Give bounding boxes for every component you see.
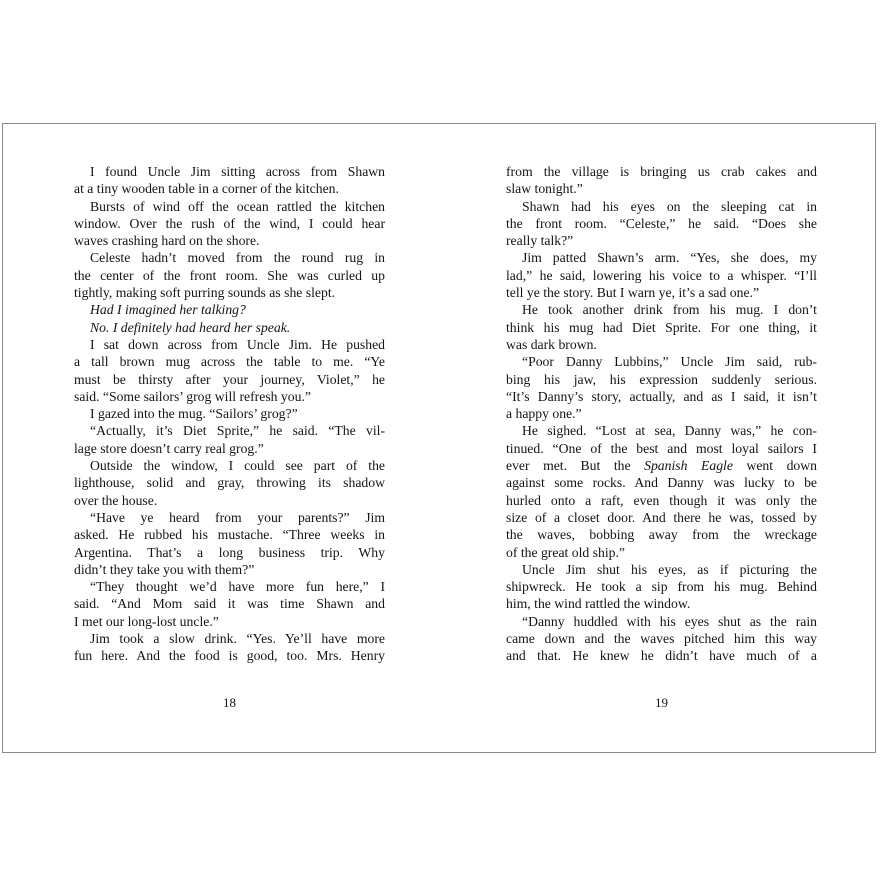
text-line: Shawn had his eyes on the sleeping cat in xyxy=(522,198,817,214)
text-line: the waves, bobbing away from the wreckage xyxy=(506,527,817,543)
text-line: was dark brown. xyxy=(506,336,597,352)
text-line: against some rocks. And Danny was lucky to be xyxy=(506,475,817,491)
text-line: him, the wind rattled the window. xyxy=(506,596,691,612)
text-line: at a tiny wooden table in a corner of the kitchen. xyxy=(74,181,339,197)
text-line: “Poor Danny Lubbins,” Uncle Jim said, rub- xyxy=(522,354,817,370)
text-line: I sat down across from Uncle Jim. He pushed xyxy=(90,336,385,352)
text-line: Outside the window, I could see part of the xyxy=(90,458,385,474)
text-line: I met our long-lost uncle.” xyxy=(74,613,219,629)
text-line: “Danny huddled with his eyes shut as the rain xyxy=(522,613,817,629)
text-line: I found Uncle Jim sitting across from Shawn xyxy=(90,164,385,179)
text-line: size of a closet door. And there he was, tossed by xyxy=(506,509,817,525)
text-line: the front room. “Celeste,” he said. “Does she xyxy=(506,215,817,231)
text-line: Jim patted Shawn’s arm. “Yes, she does, my xyxy=(522,250,817,266)
text-line: tell ye the story. But I warn ye, it’s a sad one.” xyxy=(506,285,760,301)
text-line: window. Over the rush of the wind, I could hear xyxy=(74,215,385,231)
page-number: 19 xyxy=(655,695,668,710)
text-line: from the village is bringing us crab cakes and xyxy=(506,164,817,179)
text-line: slaw tonight.” xyxy=(506,181,583,197)
text-line: tightly, making soft purring sounds as she slept. xyxy=(74,285,336,301)
text-line: ever met. But the Spanish Eagle went down xyxy=(506,458,817,474)
text-line: said. “Some sailors’ grog will refresh you.” xyxy=(74,388,311,404)
text-line: fun here. And the food is good, too. Mrs. Henry xyxy=(74,648,385,664)
text-line: Jim took a slow drink. “Yes. Ye’ll have more xyxy=(90,631,385,647)
text-line: Bursts of wind off the ocean rattled the kitchen xyxy=(90,198,385,214)
text-line: tinued. “One of the best and most loyal sailors I xyxy=(506,440,817,456)
text-line: No. I definitely had heard her speak. xyxy=(90,319,291,335)
page-text xyxy=(74,163,385,665)
text-line: really talk?” xyxy=(506,233,574,249)
text-line: shipwreck. He took a sip from his mug. Behind xyxy=(506,579,817,595)
text-line: “It’s Danny’s story, actually, and as I said, it isn’t xyxy=(506,388,817,404)
text-line: came down and the waves pitched him this way xyxy=(506,631,817,647)
text-line: asked. He rubbed his mustache. “Three weeks in xyxy=(74,527,385,543)
text-line: a tall brown mug across the table to me. “Ye xyxy=(74,354,385,370)
text-line: “They thought we’d have more fun here,” I xyxy=(90,579,385,595)
page-left xyxy=(74,124,385,752)
text-line: think his mug had Diet Sprite. For one thing, it xyxy=(506,319,817,335)
page-right xyxy=(506,124,817,752)
text-line: the center of the front room. She was curled up xyxy=(74,267,385,283)
text-line: Uncle Jim shut his eyes, as if picturing the xyxy=(522,561,817,577)
text-line: hurled onto a raft, even though it was only the xyxy=(506,492,817,508)
text-line: must be thirsty after your journey, Violet,” he xyxy=(74,371,385,387)
text-line: Celeste hadn’t moved from the round rug in xyxy=(90,250,385,266)
book-spread xyxy=(2,123,876,753)
text-line: lad,” he said, lowering his voice to a whisper. “I’ll xyxy=(506,267,817,283)
text-line: bing his jaw, his expression suddenly serious. xyxy=(506,371,817,387)
text-line: of the great old ship.” xyxy=(506,544,625,560)
page-number: 18 xyxy=(223,695,236,710)
text-line: “Have ye heard from your parents?” Jim xyxy=(90,509,385,525)
text-line: Had I imagined her talking? xyxy=(90,302,246,318)
text-line: Argentina. That’s a long business trip. Why xyxy=(74,544,385,560)
text-line: He sighed. “Lost at sea, Danny was,” he con- xyxy=(522,423,817,439)
text-line: “Actually, it’s Diet Sprite,” he said. “The vil- xyxy=(90,423,385,439)
page-text xyxy=(506,163,817,665)
text-line: lighthouse, solid and gray, throwing its shadow xyxy=(74,475,385,491)
text-line: a happy one.” xyxy=(506,406,582,422)
text-line: over the house. xyxy=(74,492,158,508)
text-line: didn’t they take you with them?” xyxy=(74,561,255,577)
text-line: said. “And Mom said it was time Shawn and xyxy=(74,596,385,612)
text-line: waves crashing hard on the shore. xyxy=(74,233,260,249)
text-line: and that. He knew he didn’t have much of a xyxy=(506,648,817,664)
text-line: I gazed into the mug. “Sailors’ grog?” xyxy=(90,406,298,422)
text-line: lage store doesn’t carry real grog.” xyxy=(74,440,264,456)
text-line: He took another drink from his mug. I don’t xyxy=(522,302,817,318)
